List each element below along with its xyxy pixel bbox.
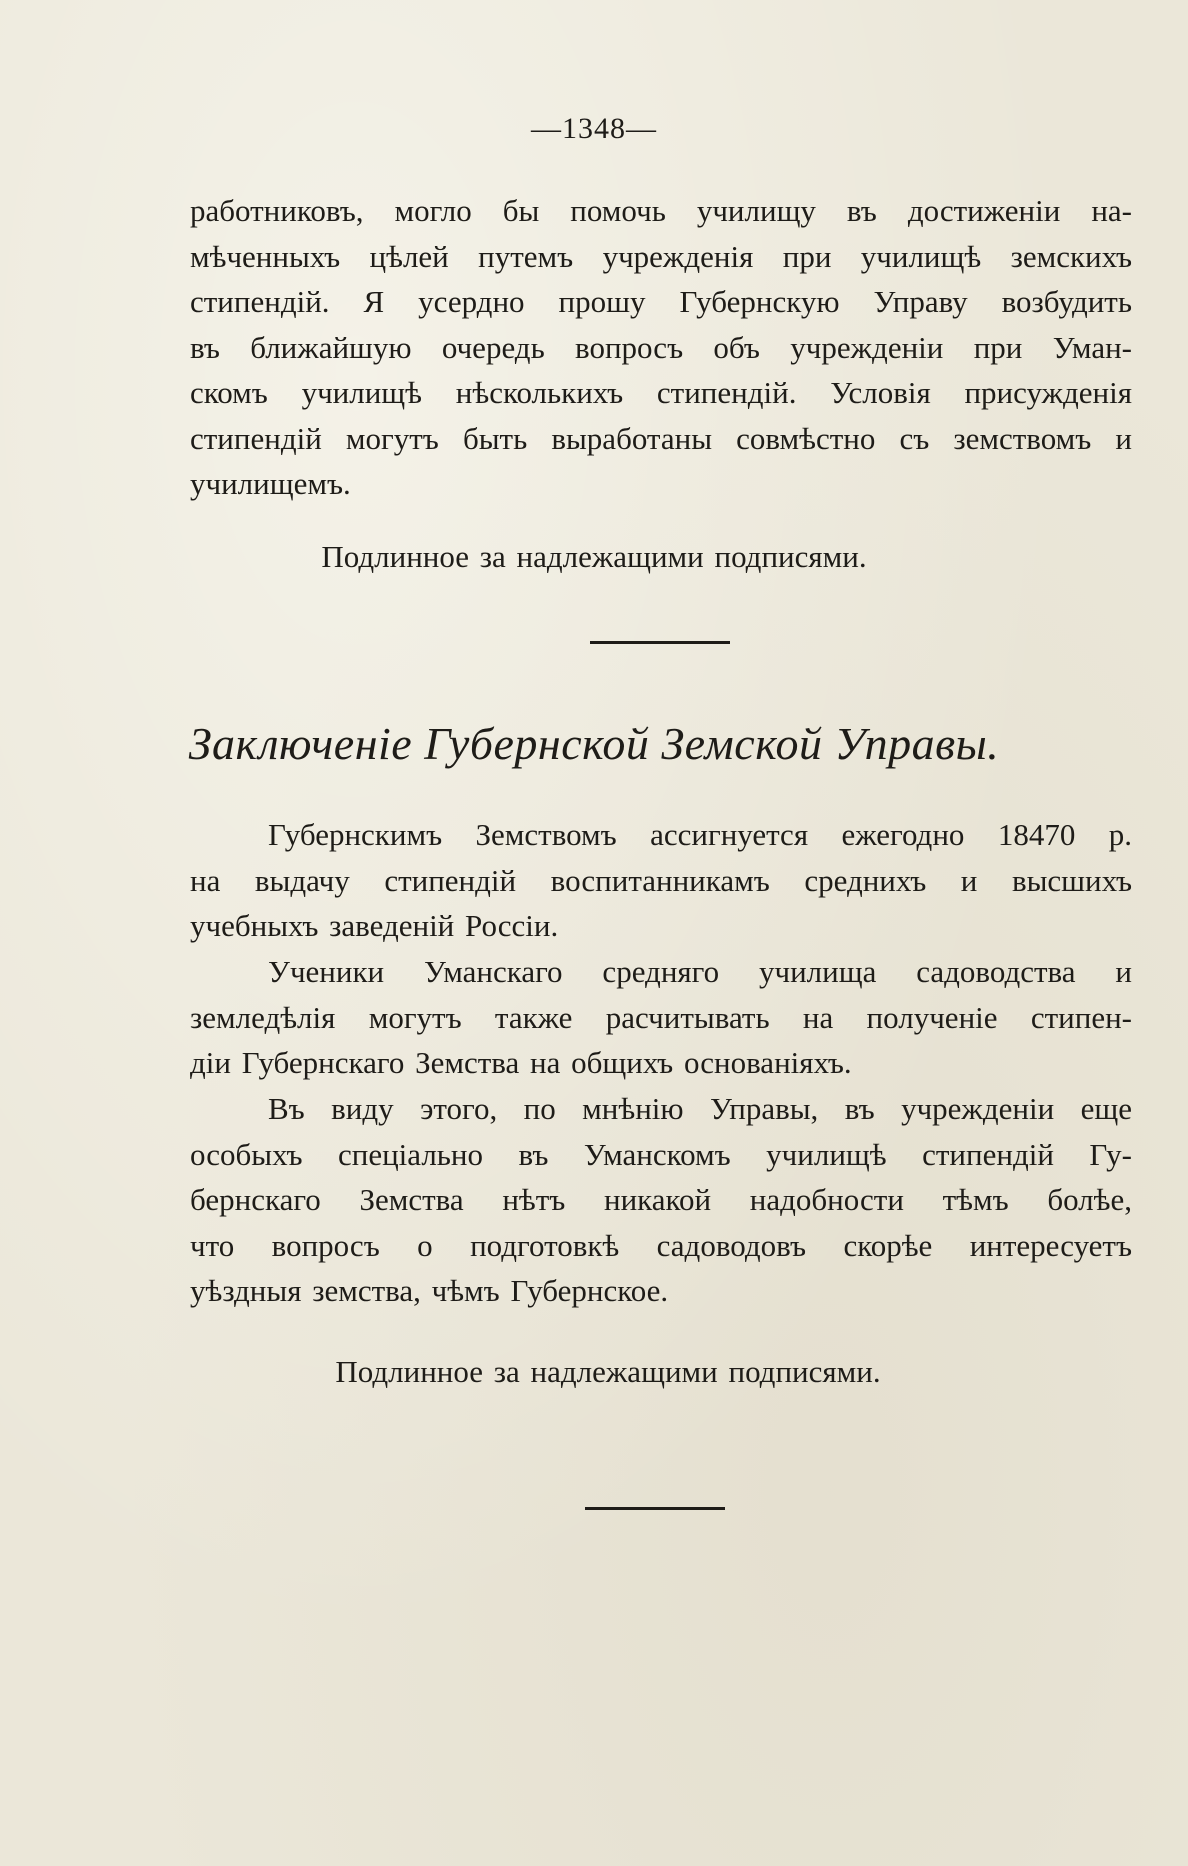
text-line: земледѣлія могутъ также расчитывать на полученіе стипен- [190, 999, 1132, 1035]
section-divider [590, 641, 730, 644]
text-line: уѣздныя земства, чѣмъ Губернское. [190, 1273, 669, 1308]
text-line: училищемъ. [190, 466, 351, 501]
text-line: работниковъ, могло бы помочь училищу въ достиженіи на- [190, 193, 1132, 228]
text-line: что вопросъ о подготовкѣ садоводовъ скорѣе интересуетъ [190, 1227, 1132, 1263]
page-number: —1348— [531, 112, 657, 145]
text-line: мѣченныхъ цѣлей путемъ учрежденія при училищѣ земскихъ [190, 238, 1132, 274]
text-line: въ ближайшую очередь вопросъ объ учрежденіи при Уман- [190, 329, 1132, 365]
text-line: Въ виду этого, по мнѣнію Управы, въ учрежденіи еще [268, 1091, 1132, 1126]
text-line: бернскаго Земства нѣтъ никакой надобности тѣмъ болѣе, [190, 1182, 1132, 1217]
signature-note-top: Подлинное за надлежащими подписями. [321, 539, 867, 574]
text-line: Ученики Уманскаго средняго училища садоводства и [268, 954, 1132, 989]
text-line: діи Губернскаго Земства на общихъ основаніяхъ. [190, 1045, 852, 1080]
text-line: Губернскимъ Земствомъ ассигнуется ежегодно 18470 р. [268, 817, 1132, 852]
paragraph-1 [190, 812, 1132, 949]
text-line: особыхъ спеціально въ Уманскомъ училищѣ стипендій Гу- [190, 1136, 1132, 1172]
top-paragraph [190, 188, 1132, 507]
paragraph-2 [190, 949, 1132, 1086]
paragraph-3 [190, 1086, 1132, 1314]
section-heading: Заключеніе Губернской Земской Управы. [188, 718, 1000, 769]
text-line: на выдачу стипендій воспитанникамъ среднихъ и высшихъ [190, 862, 1132, 898]
text-line: стипендій. Я усердно прошу Губернскую Управу возбудить [190, 284, 1132, 319]
signature-note-bottom: Подлинное за надлежащими подписями. [335, 1354, 881, 1389]
closing-divider [585, 1507, 725, 1510]
text-line: учебныхъ заведеній Россіи. [190, 908, 559, 943]
text-line: скомъ училищѣ нѣсколькихъ стипендій. Условія присужденія [190, 375, 1132, 410]
text-line: стипендій могутъ быть выработаны совмѣстно съ земствомъ и [190, 420, 1132, 456]
